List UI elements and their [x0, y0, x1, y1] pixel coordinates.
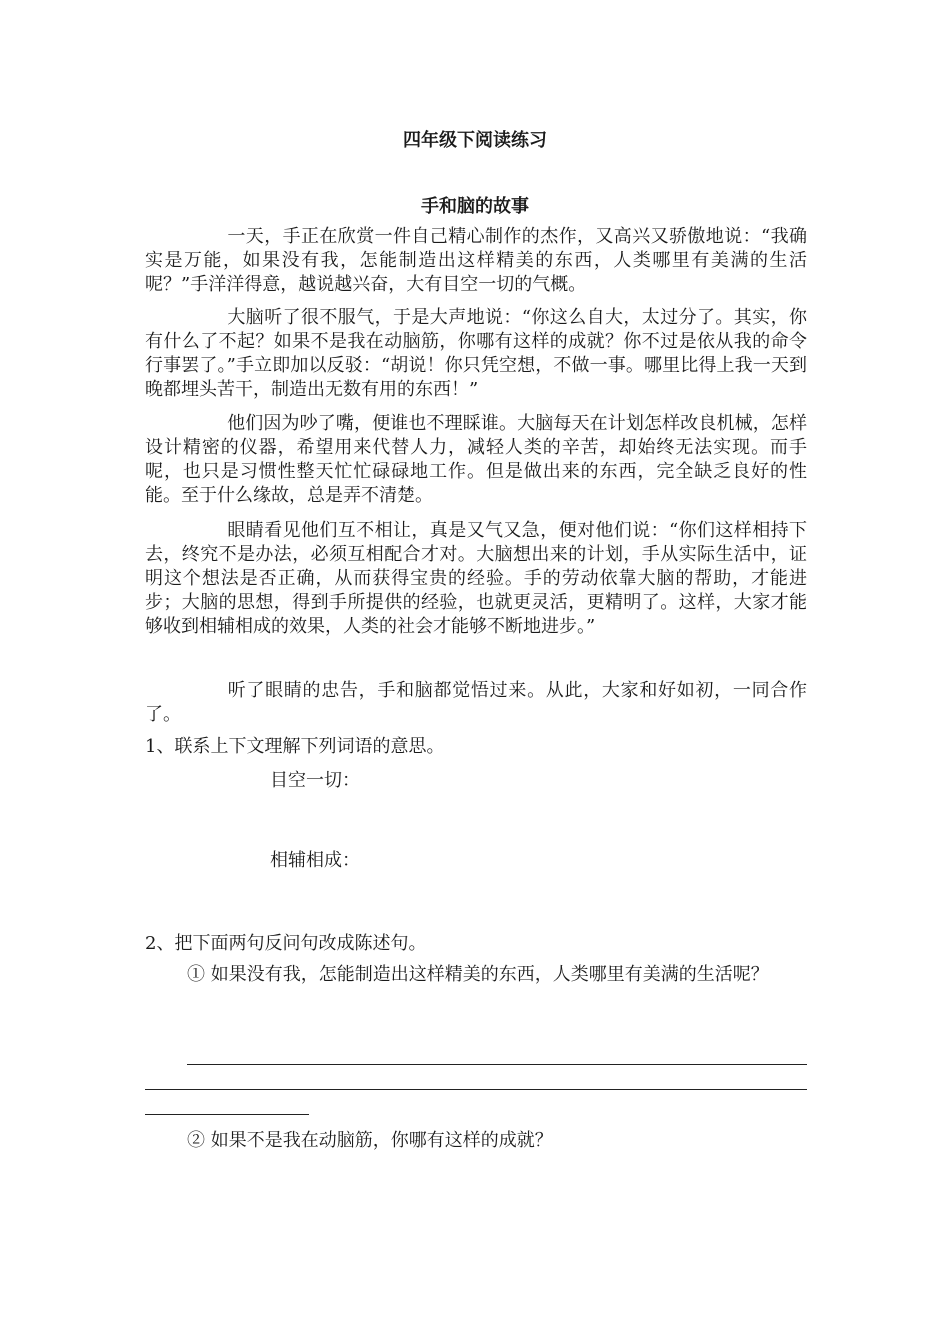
question-1-word-1: 目空一切： — [270, 770, 360, 791]
answer-line-1[interactable] — [187, 1064, 807, 1065]
story-title: 手和脑的故事 — [421, 196, 529, 217]
question-1-word-2: 相辅相成： — [270, 850, 360, 871]
question-2-item-2: ② 如果不是我在动脑筋，你哪有这样的成就？ — [187, 1130, 553, 1151]
answer-line-3[interactable] — [145, 1114, 309, 1115]
question-2-label: 2、把下面两句反问句改成陈述句。 — [145, 933, 427, 954]
answer-line-2[interactable] — [145, 1089, 807, 1090]
story-paragraph-2: 大脑听了很不服气，于是大声地说：“你这么自大，太过分了。其实，你有什么了不起？如果不是我在动脑筋，你哪有这样的成就？你不过是依从我的命令行事罢了。”手立即加以反驳：“胡说！你只凭空想，不做一事。哪里比得上我一天到晚都埋头苦干，制造出无数有用的东西！” — [145, 307, 807, 400]
story-paragraph-3: 他们因为吵了嘴，便谁也不理睬谁。大脑每天在计划怎样改良机械，怎样设计精密的仪器，希望用来代替人力，减轻人类的辛苦，却始终无法实现。而手呢，也只是习惯性整天忙忙碌碌地工作。但是做出来的东西，完全缺乏良好的性能。至于什么缘故，总是弄不清楚。 — [145, 413, 807, 506]
story-paragraph-4: 眼睛看见他们互不相让，真是又气又急，便对他们说：“你们这样相持下去，终究不是办法，必须互相配合才对。大脑想出来的计划，手从实际生活中，证明这个想法是否正确，从而获得宝贵的经验。手的劳动依靠大脑的帮助，才能进步；大脑的思想，得到手所提供的经验，也就更灵活，更精明了。这样，大家才能够收到相辅相成的效果，人类的社会才能够不断地进步。” — [145, 520, 807, 637]
question-2-item-1: ① 如果没有我，怎能制造出这样精美的东西，人类哪里有美满的生活呢？ — [187, 964, 769, 985]
story-paragraph-5: 听了眼睛的忠告，手和脑都觉悟过来。从此，大家和好如初，一同合作了。 — [145, 680, 807, 725]
story-paragraph-1: 一天，手正在欣赏一件自己精心制作的杰作，又高兴又骄傲地说：“我确实是万能，如果没有我，怎能制造出这样精美的东西，人类哪里有美满的生活呢？”手洋洋得意，越说越兴奋，大有目空一切的气概。 — [145, 226, 807, 295]
page-title: 四年级下阅读练习 — [403, 130, 547, 151]
question-1-label: 1、联系上下文理解下列词语的意思。 — [145, 736, 445, 757]
